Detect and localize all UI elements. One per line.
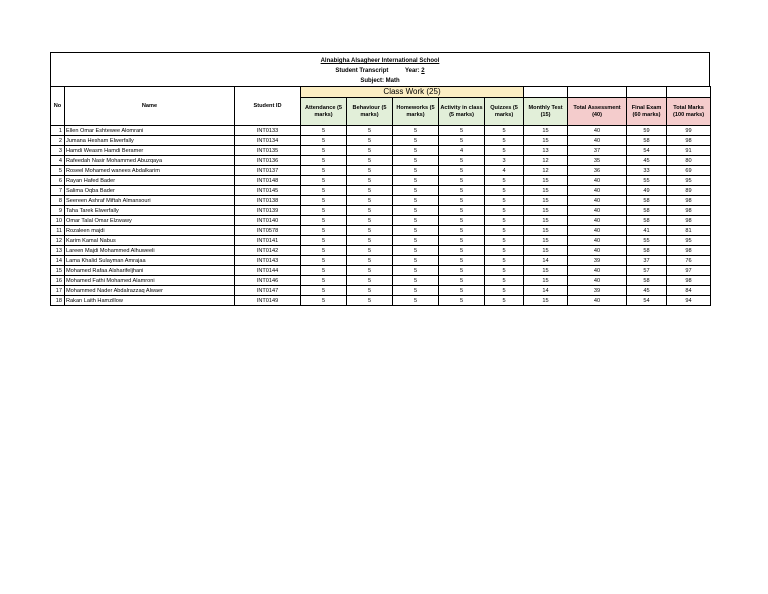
homeworks-cell: 5 <box>393 276 439 286</box>
homeworks-cell: 5 <box>393 156 439 166</box>
final-exam-cell: 58 <box>627 136 667 146</box>
total-assessment-cell: 40 <box>568 196 627 206</box>
total-marks-cell: 94 <box>667 296 711 306</box>
student-id-cell: INT0147 <box>235 286 301 296</box>
row-number-cell: 7 <box>51 186 65 196</box>
table-row <box>51 176 711 186</box>
activity-cell: 5 <box>439 176 485 186</box>
activity-cell: 5 <box>439 276 485 286</box>
activity-cell: 5 <box>439 256 485 266</box>
student-id-cell: INT0146 <box>235 276 301 286</box>
table-row <box>51 146 711 156</box>
attendance-cell: 5 <box>301 166 347 176</box>
attendance-cell: 5 <box>301 246 347 256</box>
quizzes-cell: 3 <box>485 156 524 166</box>
total-marks-cell: 99 <box>667 126 711 136</box>
student-name-cell: Omar Talal Omar Elzwawy <box>65 216 235 226</box>
col-activity: Activity in class (5 marks) <box>439 98 485 126</box>
attendance-cell: 5 <box>301 206 347 216</box>
student-name-cell: Mohammed Nader Abdalrazzaq Alwaer <box>65 286 235 296</box>
attendance-cell: 5 <box>301 176 347 186</box>
total-assessment-cell: 40 <box>568 266 627 276</box>
student-name-cell: Mohamed Rafaa Alsharifeljhani <box>65 266 235 276</box>
homeworks-cell: 5 <box>393 236 439 246</box>
monthly-test-cell: 15 <box>524 226 568 236</box>
student-id-cell: INT0142 <box>235 246 301 256</box>
homeworks-cell: 5 <box>393 216 439 226</box>
total-assessment-cell: 36 <box>568 166 627 176</box>
final-exam-cell: 58 <box>627 276 667 286</box>
final-exam-cell: 58 <box>627 206 667 216</box>
behaviour-cell: 5 <box>347 136 393 146</box>
student-id-cell: INT0578 <box>235 226 301 236</box>
monthly-test-cell: 15 <box>524 126 568 136</box>
table-row <box>51 276 711 286</box>
row-number-cell: 13 <box>51 246 65 256</box>
attendance-cell: 5 <box>301 216 347 226</box>
quizzes-cell: 5 <box>485 286 524 296</box>
total-marks-cell: 80 <box>667 156 711 166</box>
quizzes-cell: 5 <box>485 146 524 156</box>
attendance-cell: 5 <box>301 226 347 236</box>
student-name-cell: Rozaleen majdi <box>65 226 235 236</box>
quizzes-cell: 5 <box>485 126 524 136</box>
activity-cell: 5 <box>439 216 485 226</box>
total-assessment-cell: 40 <box>568 246 627 256</box>
behaviour-cell: 5 <box>347 266 393 276</box>
student-id-cell: INT0148 <box>235 176 301 186</box>
student-name-cell: Lareen Majdi Mohammed Alhuweeli <box>65 246 235 256</box>
total-marks-cell: 98 <box>667 246 711 256</box>
table-row <box>51 186 711 196</box>
total-assessment-cell: 39 <box>568 286 627 296</box>
final-exam-cell: 33 <box>627 166 667 176</box>
monthly-test-cell: 12 <box>524 156 568 166</box>
row-number-cell: 8 <box>51 196 65 206</box>
student-id-cell: INT0140 <box>235 216 301 226</box>
final-exam-cell: 45 <box>627 286 667 296</box>
final-exam-cell: 55 <box>627 236 667 246</box>
activity-cell: 5 <box>439 206 485 216</box>
monthly-test-cell: 12 <box>524 166 568 176</box>
subject-line: Subject: Math <box>360 78 400 84</box>
table-row <box>51 256 711 266</box>
col-behaviour: Behaviour (5 marks) <box>347 98 393 126</box>
student-id-cell: INT0139 <box>235 206 301 216</box>
table-row <box>51 246 711 256</box>
student-name-cell: Ellen Omar Eshtewee Alomrani <box>65 126 235 136</box>
monthly-test-cell: 14 <box>524 256 568 266</box>
row-number-cell: 16 <box>51 276 65 286</box>
student-name-cell: Rakan Laith Hamzillow <box>65 296 235 306</box>
quizzes-cell: 5 <box>485 206 524 216</box>
quizzes-cell: 5 <box>485 176 524 186</box>
total-marks-cell: 84 <box>667 286 711 296</box>
behaviour-cell: 5 <box>347 166 393 176</box>
total-assessment-cell: 40 <box>568 186 627 196</box>
activity-cell: 5 <box>439 156 485 166</box>
col-monthly-test: Monthly Test (15) <box>524 98 568 126</box>
total-assessment-cell: 39 <box>568 256 627 266</box>
final-exam-cell: 58 <box>627 196 667 206</box>
final-exam-cell: 59 <box>627 126 667 136</box>
col-homeworks: Homeworks (5 marks) <box>393 98 439 126</box>
attendance-cell: 5 <box>301 126 347 136</box>
total-marks-cell: 97 <box>667 266 711 276</box>
total-marks-cell: 98 <box>667 196 711 206</box>
attendance-cell: 5 <box>301 256 347 266</box>
total-assessment-cell: 40 <box>568 176 627 186</box>
student-id-cell: INT0136 <box>235 156 301 166</box>
attendance-cell: 5 <box>301 186 347 196</box>
behaviour-cell: 5 <box>347 146 393 156</box>
activity-cell: 5 <box>439 166 485 176</box>
activity-cell: 5 <box>439 246 485 256</box>
student-id-cell: INT0141 <box>235 236 301 246</box>
quizzes-cell: 5 <box>485 266 524 276</box>
student-name-cell: Mohamed Fathi Mohamed Alamroni <box>65 276 235 286</box>
activity-cell: 5 <box>439 296 485 306</box>
final-exam-cell: 54 <box>627 296 667 306</box>
table-row <box>51 296 711 306</box>
monthly-test-cell: 15 <box>524 276 568 286</box>
total-assessment-cell: 40 <box>568 226 627 236</box>
homeworks-cell: 5 <box>393 266 439 276</box>
attendance-cell: 5 <box>301 286 347 296</box>
behaviour-cell: 5 <box>347 286 393 296</box>
col-total-marks: Total Marks (100 marks) <box>667 98 711 126</box>
final-exam-cell: 37 <box>627 256 667 266</box>
behaviour-cell: 5 <box>347 246 393 256</box>
total-marks-cell: 95 <box>667 176 711 186</box>
homeworks-cell: 5 <box>393 286 439 296</box>
student-name-cell: Salima Oqba Bader <box>65 186 235 196</box>
total-marks-cell: 69 <box>667 166 711 176</box>
behaviour-cell: 5 <box>347 216 393 226</box>
total-assessment-cell: 35 <box>568 156 627 166</box>
total-assessment-cell: 40 <box>568 276 627 286</box>
homeworks-cell: 5 <box>393 256 439 266</box>
homeworks-cell: 5 <box>393 246 439 256</box>
col-class-work: Class Work (25) <box>301 87 524 98</box>
transcript-line <box>51 66 709 76</box>
quizzes-cell: 5 <box>485 136 524 146</box>
row-number-cell: 1 <box>51 126 65 136</box>
col-name: Name <box>65 87 235 126</box>
row-number-cell: 6 <box>51 176 65 186</box>
activity-cell: 5 <box>439 286 485 296</box>
student-name-cell: Karim Kamal Nabus <box>65 236 235 246</box>
homeworks-cell: 5 <box>393 196 439 206</box>
total-assessment-cell: 40 <box>568 216 627 226</box>
homeworks-cell: 5 <box>393 186 439 196</box>
quizzes-cell: 5 <box>485 216 524 226</box>
attendance-cell: 5 <box>301 266 347 276</box>
final-exam-cell: 57 <box>627 266 667 276</box>
row-number-cell: 5 <box>51 166 65 176</box>
student-name-cell: Seereen Ashraf Miftah Almansouri <box>65 196 235 206</box>
table-row <box>51 266 711 276</box>
row-number-cell: 2 <box>51 136 65 146</box>
table-row <box>51 196 711 206</box>
col-total-assessment: Total Assessment (40) <box>568 98 627 126</box>
activity-cell: 5 <box>439 136 485 146</box>
total-assessment-cell: 40 <box>568 236 627 246</box>
activity-cell: 5 <box>439 266 485 276</box>
student-id-cell: INT0144 <box>235 266 301 276</box>
total-marks-cell: 81 <box>667 226 711 236</box>
student-name-cell: Rayan Hafed Bader <box>65 176 235 186</box>
row-number-cell: 9 <box>51 206 65 216</box>
total-marks-cell: 76 <box>667 256 711 266</box>
row-number-cell: 17 <box>51 286 65 296</box>
student-id-cell: INT0143 <box>235 256 301 266</box>
total-marks-cell: 95 <box>667 236 711 246</box>
behaviour-cell: 5 <box>347 226 393 236</box>
behaviour-cell: 5 <box>347 296 393 306</box>
activity-cell: 4 <box>439 146 485 156</box>
final-exam-cell: 54 <box>627 146 667 156</box>
quizzes-cell: 5 <box>485 246 524 256</box>
monthly-test-cell: 15 <box>524 266 568 276</box>
attendance-cell: 5 <box>301 236 347 246</box>
behaviour-cell: 5 <box>347 236 393 246</box>
monthly-test-cell: 15 <box>524 196 568 206</box>
table-row <box>51 206 711 216</box>
transcript-sheet <box>50 52 710 306</box>
student-name-cell: Jumana Hesham Elwerfally <box>65 136 235 146</box>
col-final-exam: Final Exam (60 marks) <box>627 98 667 126</box>
row-number-cell: 4 <box>51 156 65 166</box>
attendance-cell: 5 <box>301 196 347 206</box>
homeworks-cell: 5 <box>393 136 439 146</box>
total-assessment-cell: 40 <box>568 206 627 216</box>
total-marks-cell: 91 <box>667 146 711 156</box>
activity-cell: 5 <box>439 226 485 236</box>
activity-cell: 5 <box>439 186 485 196</box>
total-marks-cell: 98 <box>667 136 711 146</box>
monthly-test-cell: 15 <box>524 176 568 186</box>
table-row <box>51 236 711 246</box>
grade-rows <box>51 126 711 306</box>
behaviour-cell: 5 <box>347 126 393 136</box>
student-id-cell: INT0137 <box>235 166 301 176</box>
total-assessment-cell: 40 <box>568 136 627 146</box>
activity-cell: 5 <box>439 236 485 246</box>
monthly-test-cell: 15 <box>524 236 568 246</box>
table-row <box>51 156 711 166</box>
attendance-cell: 5 <box>301 296 347 306</box>
col-student-id: Student ID <box>235 87 301 126</box>
table-row <box>51 166 711 176</box>
row-number-cell: 14 <box>51 256 65 266</box>
total-marks-cell: 98 <box>667 206 711 216</box>
behaviour-cell: 5 <box>347 206 393 216</box>
final-exam-cell: 55 <box>627 176 667 186</box>
behaviour-cell: 5 <box>347 276 393 286</box>
total-marks-cell: 98 <box>667 276 711 286</box>
final-exam-cell: 41 <box>627 226 667 236</box>
homeworks-cell: 5 <box>393 296 439 306</box>
monthly-test-cell: 15 <box>524 216 568 226</box>
year-label: Year: <box>404 68 420 74</box>
quizzes-cell: 5 <box>485 296 524 306</box>
table-row <box>51 216 711 226</box>
homeworks-cell: 5 <box>393 176 439 186</box>
quizzes-cell: 5 <box>485 236 524 246</box>
monthly-test-cell: 15 <box>524 136 568 146</box>
monthly-test-cell: 15 <box>524 206 568 216</box>
homeworks-cell: 5 <box>393 206 439 216</box>
student-id-cell: INT0133 <box>235 126 301 136</box>
total-assessment-cell: 37 <box>568 146 627 156</box>
student-id-cell: INT0145 <box>235 186 301 196</box>
homeworks-cell: 5 <box>393 126 439 136</box>
final-exam-cell: 58 <box>627 246 667 256</box>
table-row <box>51 126 711 136</box>
activity-cell: 5 <box>439 126 485 136</box>
monthly-test-cell: 15 <box>524 186 568 196</box>
behaviour-cell: 5 <box>347 196 393 206</box>
monthly-test-cell: 13 <box>524 146 568 156</box>
attendance-cell: 5 <box>301 276 347 286</box>
monthly-test-cell: 15 <box>524 296 568 306</box>
monthly-test-cell: 14 <box>524 286 568 296</box>
behaviour-cell: 5 <box>347 156 393 166</box>
attendance-cell: 5 <box>301 136 347 146</box>
behaviour-cell: 5 <box>347 186 393 196</box>
student-name-cell: Lama Khalid Sulayman Amrajaa <box>65 256 235 266</box>
col-quizzes: Quizzes (5 marks) <box>485 98 524 126</box>
student-id-cell: INT0134 <box>235 136 301 146</box>
activity-cell: 5 <box>439 196 485 206</box>
col-attendance: Attendance (5 marks) <box>301 98 347 126</box>
quizzes-cell: 5 <box>485 276 524 286</box>
total-marks-cell: 98 <box>667 216 711 226</box>
total-assessment-cell: 40 <box>568 296 627 306</box>
quizzes-cell: 5 <box>485 186 524 196</box>
transcript-header <box>50 52 710 86</box>
table-row <box>51 286 711 296</box>
col-no: No <box>51 87 65 126</box>
row-number-cell: 10 <box>51 216 65 226</box>
row-number-cell: 15 <box>51 266 65 276</box>
homeworks-cell: 5 <box>393 146 439 156</box>
student-id-cell: INT0138 <box>235 196 301 206</box>
student-name-cell: Rafeedah Nasir Mohammed Abuzqaya <box>65 156 235 166</box>
table-row <box>51 136 711 146</box>
behaviour-cell: 5 <box>347 256 393 266</box>
year-value: 2 <box>421 68 425 74</box>
student-name-cell: Taha Tarek Elwerfally <box>65 206 235 216</box>
student-name-cell: Roseel Mohamed wanees Abdalkarim <box>65 166 235 176</box>
table-row <box>51 226 711 236</box>
row-number-cell: 18 <box>51 296 65 306</box>
student-name-cell: Hamdi Weasm Hamdi Beramer <box>65 146 235 156</box>
row-number-cell: 3 <box>51 146 65 156</box>
attendance-cell: 5 <box>301 146 347 156</box>
monthly-test-cell: 15 <box>524 246 568 256</box>
student-id-cell: INT0135 <box>235 146 301 156</box>
final-exam-cell: 58 <box>627 216 667 226</box>
final-exam-cell: 45 <box>627 156 667 166</box>
row-number-cell: 11 <box>51 226 65 236</box>
quizzes-cell: 5 <box>485 256 524 266</box>
homeworks-cell: 5 <box>393 226 439 236</box>
total-assessment-cell: 40 <box>568 126 627 136</box>
row-number-cell: 12 <box>51 236 65 246</box>
transcript-label: Student Transcript <box>335 68 389 74</box>
final-exam-cell: 49 <box>627 186 667 196</box>
behaviour-cell: 5 <box>347 176 393 186</box>
total-marks-cell: 89 <box>667 186 711 196</box>
quizzes-cell: 5 <box>485 226 524 236</box>
school-name: Alnabigha Alsagheer International School <box>320 58 440 64</box>
quizzes-cell: 5 <box>485 196 524 206</box>
attendance-cell: 5 <box>301 156 347 166</box>
quizzes-cell: 4 <box>485 166 524 176</box>
student-id-cell: INT0149 <box>235 296 301 306</box>
grades-table <box>50 86 711 306</box>
homeworks-cell: 5 <box>393 166 439 176</box>
